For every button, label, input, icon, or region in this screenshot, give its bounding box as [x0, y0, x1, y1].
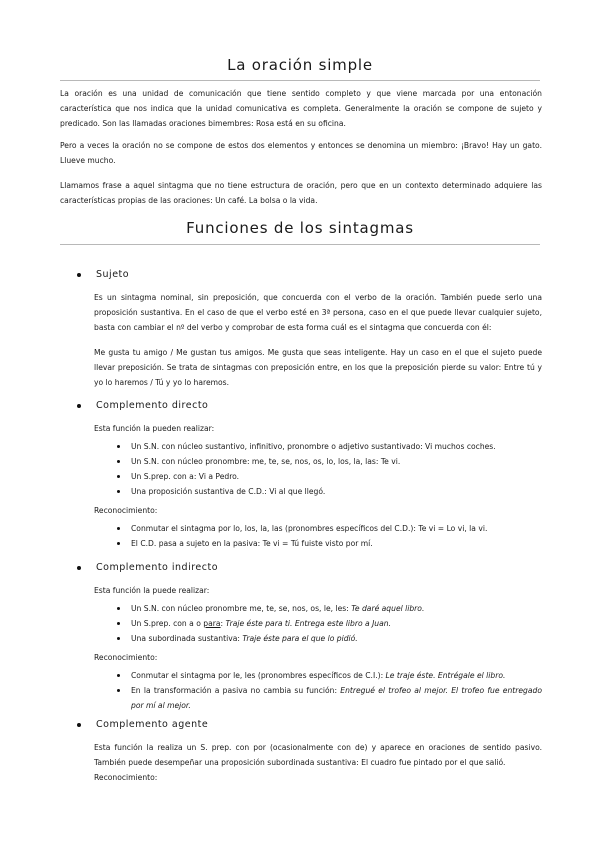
section-complemento-agente — [60, 717, 542, 785]
sujeto-examples: Me gusta tu amigo / Me gustan tus amigos. Me gusta que seas inteligente. Hay un caso en el que el sujeto puede llevar preposición. Se trata de sintagmas con preposición entre, en los que la preposición pierde su valor: Entre tú y yo lo haremos / Tú y yo lo haremos. — [94, 348, 542, 387]
ca-heading: Complemento agente — [60, 717, 542, 733]
bullet-icon — [77, 723, 81, 727]
list-item: Un S.N. con núcleo sustantivo, infinitivo, pronombre o adjetivo sustantivado: Vi muchos coches. — [94, 439, 542, 454]
list-item: Conmutar el sintagma por le, les (pronombres específicos de C.I.): Le traje éste. Entrégale el libro. — [94, 668, 542, 683]
sujeto-heading: Sujeto — [60, 267, 542, 283]
ci-intro: Esta función la puede realizar: — [94, 586, 210, 595]
section-title: Funciones de los sintagmas — [186, 219, 414, 237]
list-item: Un S.N. con núcleo pronombre: me, te, se, nos, os, lo, los, la, las: Te vi. — [94, 454, 542, 469]
ci-heading: Complemento indirecto — [60, 560, 542, 576]
list-item: El C.D. pasa a sujeto en la pasiva: Te vi = Tú fuiste visto por mí. — [94, 536, 542, 551]
intro-paragraph-2: Pero a veces la oración no se compone de estos dos elementos y entonces se denomina un miembro: ¡Bravo! Hay un gato. Llueve mucho. — [60, 141, 542, 165]
ca-recon-label: Reconocimiento: — [94, 773, 158, 782]
list-item: Una proposición sustantiva de C.D.: Vi al que llegó. — [94, 484, 542, 499]
cd-heading: Complemento directo — [60, 398, 542, 414]
list-item: Conmutar el sintagma por lo, los, la, las (pronombres específicos del C.D.): Te vi = Lo vi, la vi. — [94, 521, 542, 536]
list-item: Un S.prep. con a: Vi a Pedro. — [94, 469, 542, 484]
list-item: Una subordinada sustantiva: Traje éste para el que lo pidió. — [94, 631, 542, 646]
cd-recon-label: Reconocimiento: — [94, 506, 158, 515]
intro-paragraph-3: Llamamos frase a aquel sintagma que no tiene estructura de oración, pero que en un contexto determinado adquiere las características propias de las oraciones: Un café. La bolsa o la vida. — [60, 181, 542, 205]
list-item: Un S.prep. con a o para: Traje éste para ti. Entrega este libro a Juan. — [94, 616, 542, 631]
bullet-icon — [77, 566, 81, 570]
section-sujeto — [60, 267, 542, 390]
page-title: La oración simple — [227, 56, 373, 74]
sujeto-definition: Es un sintagma nominal, sin preposición, que concuerda con el verbo de la oración. También puede serlo una proposición sustantiva. En el caso de que el verbo esté en 3ª persona, caso en el que puede llevar cualquier sujeto, basta con cambiar el nº del verbo y comprobar de esta forma cuál es el sintagma que concuerda con él: — [94, 293, 542, 332]
ca-definition: Esta función la realiza un S. prep. con por (ocasionalmente con de) y aparece en oraciones de sentido pasivo. También puede desempeñar una proposición subordinada sustantiva: El cuadro fue pintado por el que salió. — [94, 743, 542, 767]
intro-paragraph-1: La oración es una unidad de comunicación que tiene sentido completo y que viene marcada por una entonación característica que nos indica que la unidad comunicativa es completa. Generalmente la oración se compone de sujeto y predicado. Son las llamadas oraciones bimembres: Rosa está en su oficina. — [60, 89, 542, 128]
list-item: Un S.N. con núcleo pronombre me, te, se, nos, os, le, les: Te daré aquel libro. — [94, 601, 542, 616]
section-complemento-indirecto — [60, 560, 542, 713]
section-complemento-directo — [60, 398, 542, 551]
list-item: En la transformación a pasiva no cambia su función: Entregué el trofeo al mejor. El trofeo fue entregado por mí al mejor. — [94, 683, 542, 713]
bullet-icon — [77, 404, 81, 408]
section-divider — [60, 244, 540, 245]
ci-recon-label: Reconocimiento: — [94, 653, 158, 662]
bullet-icon — [77, 273, 81, 277]
cd-intro: Esta función la pueden realizar: — [94, 424, 215, 433]
title-divider — [60, 80, 540, 81]
